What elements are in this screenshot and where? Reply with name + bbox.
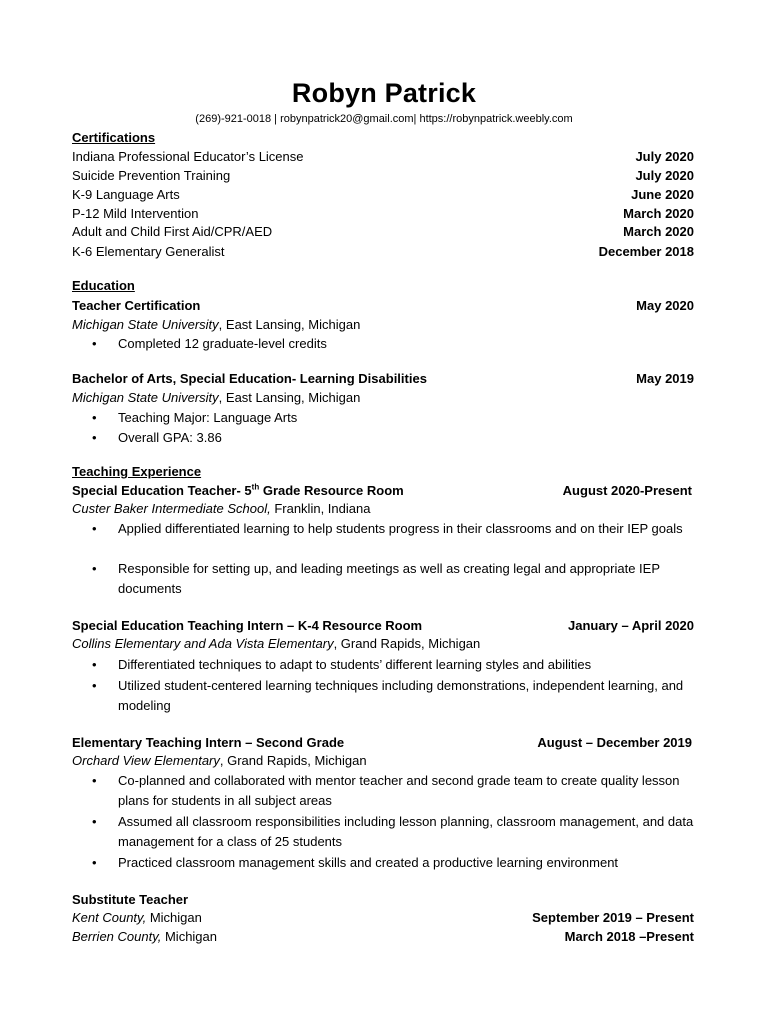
bullet-icon: • [92, 657, 97, 672]
title-text: Special Education Teacher- 5 [72, 483, 252, 498]
bullet-icon: • [92, 855, 97, 870]
education-institution-line [72, 317, 360, 333]
experience-heading: Teaching Experience [72, 464, 202, 479]
experience-title: Substitute Teacher [72, 892, 189, 907]
bullet-text: Practiced classroom management skills and created a productive learning environment [118, 855, 619, 870]
experience-date: August 2020-Present [562, 483, 692, 498]
education-title: Teacher Certification [72, 298, 201, 313]
bullet-icon: • [92, 521, 97, 536]
cert-date: March 2020 [623, 206, 694, 221]
education-date: May 2019 [636, 371, 694, 386]
education-heading: Education [72, 278, 135, 293]
bullet-text: Responsible for setting up, and leading meetings as well as creating legal and appropriate IEP documents [118, 561, 660, 596]
institution-location: , East Lansing, Michigan [218, 317, 361, 332]
experience-title: Elementary Teaching Intern – Second Grade [72, 735, 345, 750]
experience-date: August – December 2019 [537, 735, 692, 750]
state-name: Michigan [161, 929, 217, 944]
cert-title: Suicide Prevention Training [72, 168, 231, 183]
experience-institution-line [72, 501, 370, 517]
institution-location: , Grand Rapids, Michigan [333, 636, 481, 651]
cert-title: K-9 Language Arts [72, 187, 180, 202]
bullet-icon: • [92, 678, 97, 693]
substitute-date: September 2019 – Present [532, 910, 694, 925]
cert-title: P-12 Mild Intervention [72, 206, 199, 221]
institution-name: Michigan State University [72, 390, 219, 405]
bullet-text: Completed 12 graduate-level credits [118, 336, 327, 351]
experience-institution-line [72, 753, 367, 769]
cert-date: July 2020 [635, 168, 694, 183]
education-title: Bachelor of Arts, Special Education- Learning Disabilities [72, 371, 427, 386]
substitute-location-line [72, 910, 202, 926]
cert-title: Indiana Professional Educator’s License [72, 149, 304, 164]
bullet-text: Assumed all classroom responsibilities including lesson planning, classroom management, and data management for a class of 25 students [118, 814, 694, 849]
bullet-icon: • [92, 561, 97, 576]
substitute-location-line [72, 929, 217, 945]
bullet-text: Differentiated techniques to adapt to students’ different learning styles and abilities [118, 657, 592, 672]
candidate-name: Robyn Patrick [291, 78, 477, 108]
bullet-text: Utilized student-centered learning techniques including demonstrations, independent learning, and modeling [118, 678, 684, 713]
cert-date: June 2020 [631, 187, 694, 202]
certifications-heading: Certifications [72, 130, 156, 145]
cert-date: December 2018 [598, 244, 694, 259]
cert-title: K-6 Elementary Generalist [72, 244, 225, 259]
bullet-text: Overall GPA: 3.86 [118, 430, 222, 445]
institution-location: , East Lansing, Michigan [218, 390, 361, 405]
institution-name: Custer Baker Intermediate School, [72, 501, 271, 516]
bullet-icon: • [92, 773, 97, 788]
bullet-text: Applied differentiated learning to help students progress in their classrooms and on their IEP goals [118, 521, 683, 536]
bullet-icon: • [92, 814, 97, 829]
title-superscript: th [251, 482, 260, 492]
bullet-icon: • [92, 410, 97, 425]
experience-date: January – April 2020 [568, 618, 694, 633]
institution-name: Michigan State University [72, 317, 219, 332]
state-name: Michigan [146, 910, 202, 925]
bullet-icon: • [92, 430, 97, 445]
experience-institution-line [72, 636, 480, 652]
bullet-text: Co-planned and collaborated with mentor teacher and second grade team to create quality lesson plans for students in all subject areas [118, 773, 680, 808]
contact-line: (269)-921-0018 | robynpatrick20@gmail.com| https://robynpatrick.weebly.com [195, 113, 573, 125]
institution-name: Orchard View Elementary [72, 753, 220, 768]
cert-date: July 2020 [635, 149, 694, 164]
substitute-date: March 2018 –Present [564, 929, 694, 944]
education-date: May 2020 [636, 298, 694, 313]
institution-location: , Grand Rapids, Michigan [219, 753, 367, 768]
county-name: Berrien County, [72, 929, 162, 944]
experience-title: Special Education Teaching Intern – K-4 Resource Room [72, 618, 423, 633]
cert-date: March 2020 [623, 224, 694, 239]
bullet-icon: • [92, 336, 97, 351]
county-name: Kent County, [72, 910, 147, 925]
experience-title [72, 483, 404, 499]
cert-title: Adult and Child First Aid/CPR/AED [72, 224, 273, 239]
bullet-text: Teaching Major: Language Arts [118, 410, 298, 425]
education-institution-line [72, 390, 360, 406]
title-text: Grade Resource Room [259, 483, 404, 498]
institution-location: Franklin, Indiana [270, 501, 371, 516]
institution-name: Collins Elementary and Ada Vista Elementary [72, 636, 334, 651]
